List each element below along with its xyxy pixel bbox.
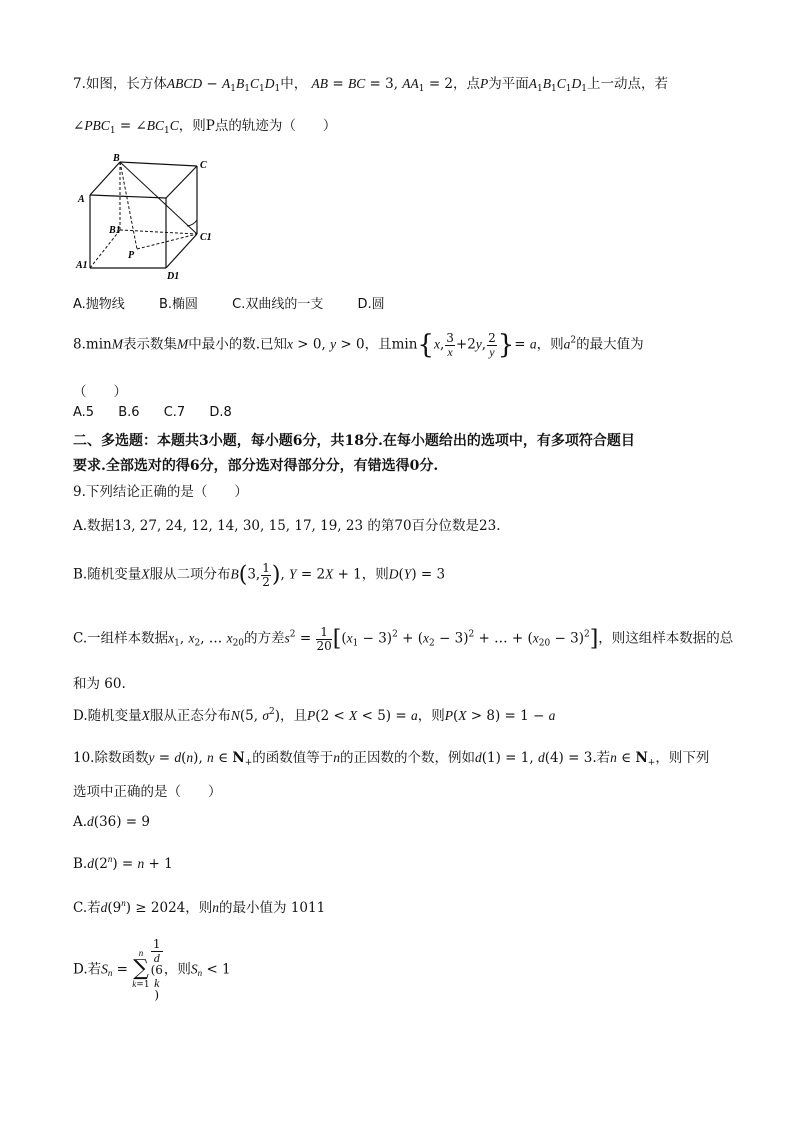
label-C1: C1: [200, 232, 212, 243]
q7-option-d[interactable]: D.圆: [357, 297, 385, 312]
q9-stem: 9.下列结论正确的是（ ）: [73, 484, 248, 500]
q7-line2: $\angle PBC_1$ = $\angle BC_1C$，则P点的轨迹为（ ）: [73, 118, 337, 136]
q7-line1: 7.如图，长方体ABCD − $A_1B_1C_1D_1$中， AB = BC = 3, $AA_1 = 2$，点P为平面$A_1B_1C_1D_1$上一动点，若: [73, 76, 668, 94]
q9-option-a[interactable]: A.数据13, 27, 24, 12, 14, 30, 15, 17, 19, 23 的第70百分位数是23.: [73, 518, 501, 534]
q7-option-b[interactable]: B.椭圆: [158, 297, 199, 312]
q9-option-b[interactable]: B.随机变量X服从二项分布B(3, $\frac{1}{2}$ ), Y = 2X + 1，则D(Y) = 3: [73, 561, 446, 589]
label-A1: A1: [76, 260, 88, 271]
label-B: B: [113, 153, 120, 164]
section2-heading-line2: 要求.全部选对的得6分，部分选对得部分分，有错选得0分.: [73, 458, 439, 474]
label-B1: B1: [109, 225, 121, 236]
q10-option-a[interactable]: A.d(36) = 9: [73, 814, 150, 830]
q8-line1: 8.minM表示数集M中最小的数.已知x > 0, y > 0，且min{x, $\frac{3}{x}$ +2y, $\frac{2}{y}$ }= a，则$a^2$的最大值为: [73, 330, 644, 360]
q7-option-c[interactable]: C.双曲线的一支: [232, 297, 324, 312]
cuboid-figure: [73, 152, 233, 282]
q8-option-d[interactable]: D.8: [209, 405, 232, 420]
label-D1: D1: [167, 271, 180, 282]
label-P: P: [128, 250, 135, 261]
q8-option-b[interactable]: B.6: [118, 405, 140, 420]
q10-option-d[interactable]: D.若$S_n$ = n ∑ k=1 1 d (6 k ) ，则$S_n < 1$: [73, 937, 231, 1003]
q10-line1: 10.除数函数y = d(n), n ∈ $N_+$的函数值等于n的正因数的个数，例如d(1) = 1, d(4) = 3.若n ∈ $N_+$，则下列: [73, 750, 710, 768]
q8-paren: （ ）: [73, 384, 127, 400]
q7-option-a[interactable]: A.抛物线: [73, 297, 125, 312]
q8-options: [73, 405, 262, 420]
q10-option-b[interactable]: $B.d(2^n) = n + 1$: [73, 854, 173, 872]
q10-option-c[interactable]: C.若$d(9^n) \ge 2024$，则n的最小值为 1011: [73, 898, 326, 916]
section2-heading-line1: 二、多选题：本题共3小题，每小题6分，共18分.在每小题给出的选项中，有多项符合题目: [73, 433, 635, 449]
q9-option-c[interactable]: C.一组样本数据$x_1$, $x_2$, … $x_{20}$的方差$s^2$ = $\frac{1}{20}$ [$(x_1 - 3)^2 + (x_2 - 3)^2$ + … + $(x_{20} - 3)^2$]，则这组样本数据的总: [73, 625, 734, 653]
q10-line2: 选项中正确的是（ ）: [73, 784, 222, 800]
q9-option-c-line2: 和为 60.: [73, 676, 126, 692]
q8-option-a[interactable]: A.5: [73, 405, 95, 420]
q7-options: [73, 293, 415, 312]
q9-option-d[interactable]: D.随机变量X服从正态分布N(5, $\sigma^2$)，且P(2 < X < 5) = a，则P(X > 8) = 1 − a: [73, 707, 556, 724]
label-C: C: [200, 160, 207, 171]
q8-option-c[interactable]: C.7: [163, 405, 186, 420]
label-A: A: [78, 194, 85, 205]
